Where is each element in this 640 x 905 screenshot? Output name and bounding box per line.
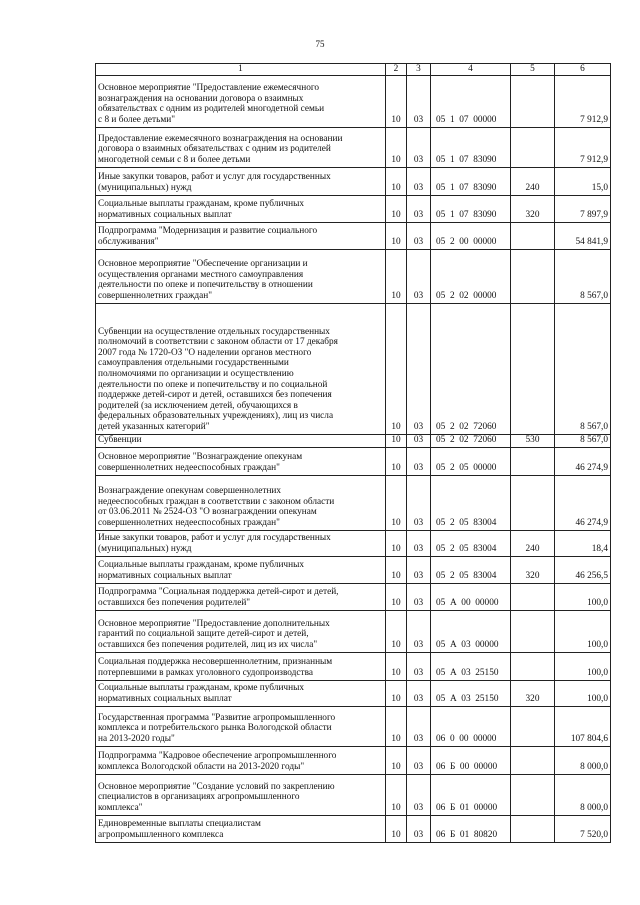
row-expense-type bbox=[511, 610, 555, 652]
row-amount: 54 841,9 bbox=[555, 222, 611, 249]
row-amount: 8 000,0 bbox=[555, 774, 611, 815]
row-amount: 100,0 bbox=[555, 652, 611, 680]
row-expense-type bbox=[511, 652, 555, 680]
row-subsection: 03 bbox=[407, 652, 431, 680]
row-description: Иные закупки товаров, работ и услуг для государственных (муниципальных) нужд bbox=[96, 167, 386, 195]
table-row bbox=[96, 75, 611, 127]
header-col-1: 1 bbox=[96, 64, 386, 76]
row-subsection: 03 bbox=[407, 249, 431, 303]
row-target-code: 05 2 05 00000 bbox=[431, 447, 511, 475]
row-description: Субвенции на осуществление отдельных государственных полномочий в соответствии с законом области от 17 декабря 2007 года № 1720-ОЗ "О наделении органов местного самоуправления отдельными государственными полномочиями по организации и осуществлению деятельности по опеке и попечительству и по социальной поддержке детей-сирот и детей, оставшихся без попечения родителей (за исключением детей, обучающихся в федеральных образовательных учреждениях), лиц из числа детей указанных категорий" bbox=[96, 303, 386, 434]
row-description: Подпрограмма "Модернизация и развитие социального обслуживания" bbox=[96, 222, 386, 249]
row-subsection: 03 bbox=[407, 75, 431, 127]
row-target-code: 05 2 05 83004 bbox=[431, 530, 511, 556]
row-target-code: 05 2 05 83004 bbox=[431, 556, 511, 583]
row-amount: 18,4 bbox=[555, 530, 611, 556]
row-target-code: 05 1 07 83090 bbox=[431, 195, 511, 222]
row-subsection: 03 bbox=[407, 556, 431, 583]
row-description: Подпрограмма "Социальная поддержка детей-сирот и детей, оставшихся без попечения родителей" bbox=[96, 583, 386, 610]
row-target-code: 06 Б 01 00000 bbox=[431, 774, 511, 815]
table-body bbox=[96, 75, 611, 842]
row-description: Государственная программа "Развитие агропромышленного комплекса и потребительского рынка Вологодской области на 2013-2020 годы" bbox=[96, 706, 386, 746]
row-section: 10 bbox=[386, 815, 407, 842]
row-expense-type: 320 bbox=[511, 195, 555, 222]
row-amount: 46 274,9 bbox=[555, 475, 611, 530]
row-description: Социальные выплаты гражданам, кроме публичных нормативных социальных выплат bbox=[96, 556, 386, 583]
row-expense-type: 320 bbox=[511, 556, 555, 583]
row-description: Субвенции bbox=[96, 434, 386, 447]
row-subsection: 03 bbox=[407, 447, 431, 475]
row-description: Социальные выплаты гражданам, кроме публичных нормативных социальных выплат bbox=[96, 195, 386, 222]
row-target-code: 05 2 02 72060 bbox=[431, 434, 511, 447]
row-target-code: 05 1 07 00000 bbox=[431, 75, 511, 127]
table-row bbox=[96, 583, 611, 610]
row-section: 10 bbox=[386, 75, 407, 127]
row-expense-type bbox=[511, 75, 555, 127]
row-subsection: 03 bbox=[407, 706, 431, 746]
row-subsection: 03 bbox=[407, 195, 431, 222]
row-subsection: 03 bbox=[407, 746, 431, 774]
row-expense-type bbox=[511, 815, 555, 842]
header-col-6: 6 bbox=[555, 64, 611, 76]
row-section: 10 bbox=[386, 680, 407, 706]
row-expense-type bbox=[511, 475, 555, 530]
row-description: Социальные выплаты гражданам, кроме публичных нормативных социальных выплат bbox=[96, 680, 386, 706]
table-row bbox=[96, 127, 611, 167]
row-description: Основное мероприятие "Вознаграждение опекунам совершеннолетних недееспособных граждан" bbox=[96, 447, 386, 475]
row-target-code: 05 А 00 00000 bbox=[431, 583, 511, 610]
row-amount: 100,0 bbox=[555, 583, 611, 610]
row-subsection: 03 bbox=[407, 303, 431, 434]
row-expense-type bbox=[511, 303, 555, 434]
row-target-code: 05 А 03 00000 bbox=[431, 610, 511, 652]
row-subsection: 03 bbox=[407, 583, 431, 610]
row-amount: 7 912,9 bbox=[555, 127, 611, 167]
table-row bbox=[96, 167, 611, 195]
row-subsection: 03 bbox=[407, 167, 431, 195]
table-row bbox=[96, 303, 611, 434]
row-section: 10 bbox=[386, 652, 407, 680]
table-row bbox=[96, 652, 611, 680]
row-subsection: 03 bbox=[407, 530, 431, 556]
header-col-2: 2 bbox=[386, 64, 407, 76]
row-description: Подпрограмма "Кадровое обеспечение агропромышленного комплекса Вологодской области на 2013-2020 годы" bbox=[96, 746, 386, 774]
table-row bbox=[96, 249, 611, 303]
row-target-code: 05 2 00 00000 bbox=[431, 222, 511, 249]
row-amount: 8 567,0 bbox=[555, 303, 611, 434]
row-amount: 8 000,0 bbox=[555, 746, 611, 774]
row-target-code: 05 А 03 25150 bbox=[431, 680, 511, 706]
header-col-3: 3 bbox=[407, 64, 431, 76]
row-amount: 8 567,0 bbox=[555, 434, 611, 447]
row-subsection: 03 bbox=[407, 475, 431, 530]
table-row bbox=[96, 706, 611, 746]
page-number: 75 bbox=[315, 39, 325, 49]
row-section: 10 bbox=[386, 249, 407, 303]
row-subsection: 03 bbox=[407, 610, 431, 652]
table-row bbox=[96, 610, 611, 652]
table-row bbox=[96, 195, 611, 222]
table-row bbox=[96, 815, 611, 842]
row-amount: 107 804,6 bbox=[555, 706, 611, 746]
row-amount: 7 912,9 bbox=[555, 75, 611, 127]
row-target-code: 06 Б 00 00000 bbox=[431, 746, 511, 774]
row-description: Основное мероприятие "Обеспечение организации и осуществления органами местного самоуправления деятельности по опеке и попечительству в отношении совершеннолетних граждан" bbox=[96, 249, 386, 303]
table-row bbox=[96, 680, 611, 706]
table-row bbox=[96, 556, 611, 583]
row-section: 10 bbox=[386, 706, 407, 746]
row-amount: 7 520,0 bbox=[555, 815, 611, 842]
row-description: Социальная поддержка несовершеннолетним, признанным потерпевшими в рамках уголовного судопроизводства bbox=[96, 652, 386, 680]
row-description: Основное мероприятие "Предоставление ежемесячного вознаграждения на основании договора о взаимных обязательствах с одним из родителей многодетной семьи с 8 и более детьми" bbox=[96, 75, 386, 127]
row-section: 10 bbox=[386, 583, 407, 610]
row-expense-type: 530 bbox=[511, 434, 555, 447]
row-section: 10 bbox=[386, 434, 407, 447]
row-expense-type: 240 bbox=[511, 530, 555, 556]
row-section: 10 bbox=[386, 530, 407, 556]
table-row bbox=[96, 530, 611, 556]
table-row bbox=[96, 746, 611, 774]
row-expense-type: 240 bbox=[511, 167, 555, 195]
row-amount: 46 274,9 bbox=[555, 447, 611, 475]
row-expense-type bbox=[511, 774, 555, 815]
row-section: 10 bbox=[386, 167, 407, 195]
row-target-code: 05 А 03 25150 bbox=[431, 652, 511, 680]
row-expense-type bbox=[511, 127, 555, 167]
row-section: 10 bbox=[386, 610, 407, 652]
row-target-code: 06 0 00 00000 bbox=[431, 706, 511, 746]
row-expense-type bbox=[511, 249, 555, 303]
row-subsection: 03 bbox=[407, 434, 431, 447]
row-subsection: 03 bbox=[407, 127, 431, 167]
row-target-code: 05 1 07 83090 bbox=[431, 127, 511, 167]
header-row bbox=[96, 64, 611, 76]
row-expense-type bbox=[511, 222, 555, 249]
row-description: Единовременные выплаты специалистам агропромышленного комплекса bbox=[96, 815, 386, 842]
row-subsection: 03 bbox=[407, 222, 431, 249]
row-description: Основное мероприятие "Предоставление дополнительных гарантий по социальной защите детей-сирот и детей, оставшихся без попечения родителей, лиц из их числа" bbox=[96, 610, 386, 652]
row-amount: 100,0 bbox=[555, 610, 611, 652]
row-amount: 15,0 bbox=[555, 167, 611, 195]
row-expense-type bbox=[511, 583, 555, 610]
row-description: Основное мероприятие "Создание условий по закреплению специалистов в организациях агропромышленного комплекса" bbox=[96, 774, 386, 815]
row-subsection: 03 bbox=[407, 680, 431, 706]
row-target-code: 05 1 07 83090 bbox=[431, 167, 511, 195]
row-amount: 8 567,0 bbox=[555, 249, 611, 303]
row-section: 10 bbox=[386, 222, 407, 249]
table-row bbox=[96, 434, 611, 447]
row-description: Предоставление ежемесячного вознаграждения на основании договора о взаимных обязательствах с одним из родителей многодетной семьи с 8 и более детьми bbox=[96, 127, 386, 167]
row-section: 10 bbox=[386, 447, 407, 475]
row-expense-type bbox=[511, 447, 555, 475]
header-col-4: 4 bbox=[431, 64, 511, 76]
row-section: 10 bbox=[386, 303, 407, 434]
row-amount: 46 256,5 bbox=[555, 556, 611, 583]
table-row bbox=[96, 222, 611, 249]
table-row bbox=[96, 475, 611, 530]
row-expense-type bbox=[511, 746, 555, 774]
row-subsection: 03 bbox=[407, 815, 431, 842]
row-section: 10 bbox=[386, 127, 407, 167]
row-target-code: 05 2 02 72060 bbox=[431, 303, 511, 434]
row-section: 10 bbox=[386, 746, 407, 774]
header-col-5: 5 bbox=[511, 64, 555, 76]
row-amount: 7 897,9 bbox=[555, 195, 611, 222]
row-section: 10 bbox=[386, 556, 407, 583]
row-target-code: 05 2 05 83004 bbox=[431, 475, 511, 530]
row-expense-type bbox=[511, 706, 555, 746]
table-row bbox=[96, 447, 611, 475]
row-section: 10 bbox=[386, 195, 407, 222]
row-section: 10 bbox=[386, 774, 407, 815]
row-section: 10 bbox=[386, 475, 407, 530]
row-expense-type: 320 bbox=[511, 680, 555, 706]
row-target-code: 06 Б 01 80820 bbox=[431, 815, 511, 842]
row-target-code: 05 2 02 00000 bbox=[431, 249, 511, 303]
row-description: Иные закупки товаров, работ и услуг для государственных (муниципальных) нужд bbox=[96, 530, 386, 556]
row-amount: 100,0 bbox=[555, 680, 611, 706]
table-row bbox=[96, 774, 611, 815]
row-description: Вознаграждение опекунам совершеннолетних недееспособных граждан в соответствии с законом области от 03.06.2011 № 2524-ОЗ "О вознаграждении опекунам совершеннолетних недееспособных граждан" bbox=[96, 475, 386, 530]
row-subsection: 03 bbox=[407, 774, 431, 815]
budget-table bbox=[95, 63, 611, 843]
